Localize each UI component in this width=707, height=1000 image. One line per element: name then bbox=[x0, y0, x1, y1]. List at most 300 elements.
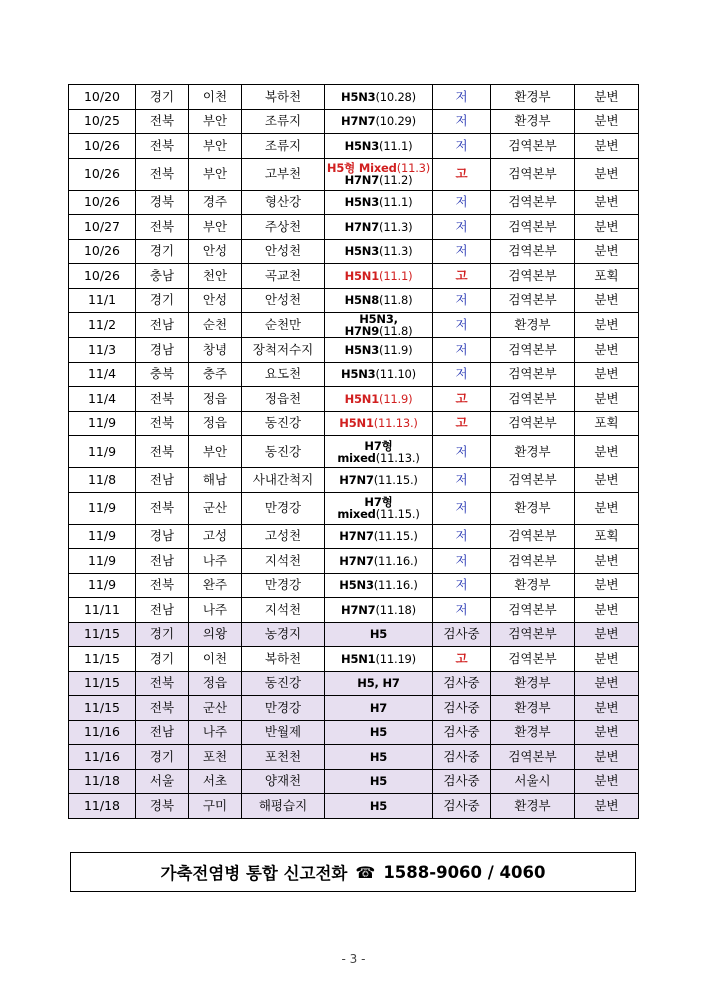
cell-subtype bbox=[325, 745, 433, 770]
cell-sample-type: 분변 bbox=[575, 109, 639, 134]
cell-pathogenicity: 검사중 bbox=[433, 794, 491, 819]
cell-sample-type: 분변 bbox=[575, 85, 639, 110]
cell-province: 전북 bbox=[136, 215, 189, 240]
cell-subtype bbox=[325, 720, 433, 745]
cell-agency: 검역본부 bbox=[491, 598, 575, 623]
table-row bbox=[69, 492, 639, 524]
cell-date: 11/9 bbox=[69, 549, 136, 574]
subtype-label: H5N3 bbox=[341, 89, 376, 104]
cell-sample-type: 분변 bbox=[575, 720, 639, 745]
cell-province: 경기 bbox=[136, 288, 189, 313]
cell-city: 순천 bbox=[189, 313, 242, 338]
cell-pathogenicity: 고 bbox=[433, 411, 491, 436]
cell-city: 군산 bbox=[189, 696, 242, 721]
cell-subtype bbox=[325, 85, 433, 110]
cell-sample-type: 분변 bbox=[575, 387, 639, 412]
cell-subtype bbox=[325, 288, 433, 313]
cell-agency: 검역본부 bbox=[491, 411, 575, 436]
subtype-line bbox=[325, 579, 432, 591]
subtype-date: (11.18) bbox=[375, 602, 416, 617]
cell-sample-type: 분변 bbox=[575, 190, 639, 215]
cell-pathogenicity: 저 bbox=[433, 468, 491, 493]
cell-date: 11/8 bbox=[69, 468, 136, 493]
cell-site: 농경지 bbox=[242, 622, 325, 647]
cell-site: 동진강 bbox=[242, 411, 325, 436]
cell-date: 11/9 bbox=[69, 436, 136, 468]
table-row bbox=[69, 362, 639, 387]
cell-date: 10/26 bbox=[69, 134, 136, 159]
subtype-date: (11.3) bbox=[396, 161, 431, 175]
cell-agency: 검역본부 bbox=[491, 215, 575, 240]
cell-city: 군산 bbox=[189, 492, 242, 524]
cell-subtype bbox=[325, 794, 433, 819]
cell-site: 안성천 bbox=[242, 239, 325, 264]
cell-city: 창녕 bbox=[189, 338, 242, 363]
table-row bbox=[69, 769, 639, 794]
cell-city: 정읍 bbox=[189, 387, 242, 412]
cell-subtype bbox=[325, 598, 433, 623]
cell-date: 11/9 bbox=[69, 524, 136, 549]
subtype-line bbox=[325, 368, 432, 380]
subtype-line bbox=[325, 270, 432, 282]
cell-province: 전남 bbox=[136, 468, 189, 493]
cell-subtype bbox=[325, 436, 433, 468]
cell-site: 조류지 bbox=[242, 109, 325, 134]
cell-province: 전북 bbox=[136, 134, 189, 159]
subtype-date: (11.3) bbox=[379, 244, 413, 259]
cell-pathogenicity: 검사중 bbox=[433, 720, 491, 745]
cell-site: 만경강 bbox=[242, 573, 325, 598]
cell-city: 부안 bbox=[189, 436, 242, 468]
subtype-line bbox=[325, 91, 432, 103]
subtype-date: (11.9) bbox=[379, 391, 413, 406]
page-number: - 3 - bbox=[341, 952, 366, 966]
cell-city: 부안 bbox=[189, 215, 242, 240]
cell-pathogenicity: 저 bbox=[433, 338, 491, 363]
table-row bbox=[69, 794, 639, 819]
cell-date: 10/26 bbox=[69, 264, 136, 289]
hotline-label: 가축전염병 통합 신고전화 bbox=[160, 864, 348, 883]
cell-province: 전남 bbox=[136, 549, 189, 574]
cell-site: 지석천 bbox=[242, 598, 325, 623]
subtype-line bbox=[325, 393, 432, 405]
cell-site: 만경강 bbox=[242, 696, 325, 721]
cell-pathogenicity: 저 bbox=[433, 549, 491, 574]
cell-agency: 검역본부 bbox=[491, 524, 575, 549]
subtype-date: (11.8) bbox=[379, 293, 413, 308]
subtype-label: H5N1 bbox=[344, 268, 380, 283]
cell-sample-type: 포획 bbox=[575, 524, 639, 549]
cell-agency: 환경부 bbox=[491, 671, 575, 696]
cell-subtype bbox=[325, 622, 433, 647]
cell-sample-type: 분변 bbox=[575, 622, 639, 647]
cell-agency: 검역본부 bbox=[491, 387, 575, 412]
cell-pathogenicity: 저 bbox=[433, 85, 491, 110]
cell-sample-type: 분변 bbox=[575, 338, 639, 363]
subtype-date: (11.13.) bbox=[373, 416, 418, 431]
cell-pathogenicity: 고 bbox=[433, 158, 491, 190]
subtype-label: H5N3 bbox=[344, 342, 380, 357]
cell-pathogenicity: 저 bbox=[433, 492, 491, 524]
cell-sample-type: 분변 bbox=[575, 134, 639, 159]
cell-pathogenicity: 검사중 bbox=[433, 671, 491, 696]
table-row bbox=[69, 745, 639, 770]
cell-site: 조류지 bbox=[242, 134, 325, 159]
cell-city: 정읍 bbox=[189, 411, 242, 436]
table-row bbox=[69, 411, 639, 436]
subtype-line bbox=[325, 115, 432, 127]
cell-city: 해남 bbox=[189, 468, 242, 493]
cell-site: 해평습지 bbox=[242, 794, 325, 819]
subtype-label: H7N7 bbox=[341, 602, 376, 617]
cell-agency: 환경부 bbox=[491, 85, 575, 110]
cell-subtype bbox=[325, 647, 433, 672]
cell-subtype bbox=[325, 492, 433, 524]
cell-province: 경북 bbox=[136, 794, 189, 819]
table-row bbox=[69, 468, 639, 493]
cell-subtype bbox=[325, 524, 433, 549]
cell-city: 경주 bbox=[189, 190, 242, 215]
table-row bbox=[69, 436, 639, 468]
cell-date: 11/4 bbox=[69, 387, 136, 412]
cell-pathogenicity: 검사중 bbox=[433, 622, 491, 647]
cell-agency: 검역본부 bbox=[491, 745, 575, 770]
cell-province: 전북 bbox=[136, 411, 189, 436]
subtype-label: H5 bbox=[369, 627, 388, 642]
cell-pathogenicity: 저 bbox=[433, 288, 491, 313]
cell-agency: 환경부 bbox=[491, 492, 575, 524]
cell-date: 11/9 bbox=[69, 573, 136, 598]
cell-sample-type: 분변 bbox=[575, 288, 639, 313]
subtype-label: H5N3 bbox=[341, 367, 376, 382]
subtype-label: H5N3 bbox=[344, 138, 380, 153]
subtype-line bbox=[325, 530, 432, 542]
cell-agency: 환경부 bbox=[491, 696, 575, 721]
subtype-line bbox=[325, 508, 432, 520]
cell-pathogenicity: 저 bbox=[433, 573, 491, 598]
cell-site: 곡교천 bbox=[242, 264, 325, 289]
cell-sample-type: 포획 bbox=[575, 264, 639, 289]
cell-subtype bbox=[325, 134, 433, 159]
cell-subtype bbox=[325, 264, 433, 289]
cell-date: 10/25 bbox=[69, 109, 136, 134]
cell-date: 11/9 bbox=[69, 492, 136, 524]
cell-sample-type: 분변 bbox=[575, 158, 639, 190]
cell-subtype bbox=[325, 239, 433, 264]
subtype-label: H7N7 bbox=[341, 114, 376, 129]
cell-province: 경기 bbox=[136, 622, 189, 647]
cell-site: 정읍천 bbox=[242, 387, 325, 412]
table-row bbox=[69, 313, 639, 338]
subtype-label: H5N1 bbox=[341, 651, 376, 666]
cell-subtype bbox=[325, 411, 433, 436]
subtype-label: H7형 bbox=[364, 438, 393, 453]
subtype-line bbox=[325, 726, 432, 738]
cell-date: 11/15 bbox=[69, 671, 136, 696]
cell-province: 전북 bbox=[136, 671, 189, 696]
cell-province: 충남 bbox=[136, 264, 189, 289]
cell-city: 나주 bbox=[189, 598, 242, 623]
subtype-label: H5형 Mixed bbox=[326, 161, 397, 175]
cell-city: 부안 bbox=[189, 109, 242, 134]
cell-province: 전남 bbox=[136, 720, 189, 745]
cell-city: 부안 bbox=[189, 158, 242, 190]
cell-sample-type: 분변 bbox=[575, 239, 639, 264]
cell-site: 형산강 bbox=[242, 190, 325, 215]
cell-site: 포천천 bbox=[242, 745, 325, 770]
cell-agency: 검역본부 bbox=[491, 622, 575, 647]
cell-pathogenicity: 저 bbox=[433, 436, 491, 468]
cell-province: 전북 bbox=[136, 573, 189, 598]
cell-agency: 검역본부 bbox=[491, 549, 575, 574]
subtype-line bbox=[325, 344, 432, 356]
cell-site: 복하천 bbox=[242, 647, 325, 672]
cell-sample-type: 분변 bbox=[575, 745, 639, 770]
subtype-date: (11.8) bbox=[379, 324, 413, 338]
table-row bbox=[69, 573, 639, 598]
subtype-line bbox=[325, 653, 432, 665]
cell-province: 경기 bbox=[136, 647, 189, 672]
table-row bbox=[69, 720, 639, 745]
subtype-line bbox=[325, 174, 432, 186]
cell-subtype bbox=[325, 338, 433, 363]
subtype-label: H7N7 bbox=[344, 173, 380, 187]
cell-province: 경남 bbox=[136, 524, 189, 549]
subtype-date: (11.10) bbox=[375, 367, 416, 382]
cell-subtype bbox=[325, 671, 433, 696]
table-row bbox=[69, 647, 639, 672]
cell-date: 10/26 bbox=[69, 239, 136, 264]
cell-province: 충북 bbox=[136, 362, 189, 387]
subtype-label: H5 bbox=[369, 774, 388, 789]
cell-subtype bbox=[325, 769, 433, 794]
subtype-line bbox=[325, 702, 432, 714]
cell-site: 지석천 bbox=[242, 549, 325, 574]
subtype-date: (11.3) bbox=[379, 219, 413, 234]
cell-sample-type: 분변 bbox=[575, 696, 639, 721]
cell-city: 정읍 bbox=[189, 671, 242, 696]
hotline-box bbox=[70, 852, 636, 892]
subtype-line bbox=[325, 604, 432, 616]
cell-agency: 검역본부 bbox=[491, 362, 575, 387]
cell-site: 동진강 bbox=[242, 436, 325, 468]
cell-subtype bbox=[325, 362, 433, 387]
cell-site: 양재천 bbox=[242, 769, 325, 794]
cell-pathogenicity: 저 bbox=[433, 109, 491, 134]
cell-site: 주상천 bbox=[242, 215, 325, 240]
cell-pathogenicity: 저 bbox=[433, 215, 491, 240]
cell-site: 요도천 bbox=[242, 362, 325, 387]
cell-pathogenicity: 저 bbox=[433, 598, 491, 623]
subtype-date: (11.16.) bbox=[373, 553, 418, 568]
cell-date: 10/20 bbox=[69, 85, 136, 110]
cell-province: 서울 bbox=[136, 769, 189, 794]
cell-sample-type: 분변 bbox=[575, 313, 639, 338]
cell-date: 10/26 bbox=[69, 190, 136, 215]
cell-agency: 검역본부 bbox=[491, 468, 575, 493]
cell-agency: 검역본부 bbox=[491, 134, 575, 159]
subtype-label: H7N7 bbox=[339, 529, 374, 544]
cell-pathogenicity: 검사중 bbox=[433, 696, 491, 721]
cell-date: 11/3 bbox=[69, 338, 136, 363]
phone-icon: ☎ bbox=[355, 862, 376, 882]
cell-agency: 검역본부 bbox=[491, 338, 575, 363]
cell-date: 11/18 bbox=[69, 769, 136, 794]
cell-province: 전북 bbox=[136, 109, 189, 134]
cell-sample-type: 분변 bbox=[575, 671, 639, 696]
table-row bbox=[69, 524, 639, 549]
cell-pathogenicity: 검사중 bbox=[433, 745, 491, 770]
cell-date: 11/15 bbox=[69, 696, 136, 721]
surveillance-table bbox=[68, 84, 639, 819]
table-row bbox=[69, 288, 639, 313]
table-row bbox=[69, 387, 639, 412]
cell-city: 충주 bbox=[189, 362, 242, 387]
subtype-label: H5 bbox=[369, 749, 388, 764]
cell-date: 11/11 bbox=[69, 598, 136, 623]
cell-date: 11/1 bbox=[69, 288, 136, 313]
cell-city: 의왕 bbox=[189, 622, 242, 647]
cell-city: 구미 bbox=[189, 794, 242, 819]
subtype-date: (11.1) bbox=[379, 138, 413, 153]
cell-pathogenicity: 저 bbox=[433, 239, 491, 264]
cell-site: 동진강 bbox=[242, 671, 325, 696]
subtype-label: H7형 bbox=[364, 495, 393, 509]
cell-agency: 서울시 bbox=[491, 769, 575, 794]
cell-province: 경남 bbox=[136, 338, 189, 363]
cell-sample-type: 분변 bbox=[575, 468, 639, 493]
cell-agency: 환경부 bbox=[491, 794, 575, 819]
cell-sample-type: 분변 bbox=[575, 769, 639, 794]
cell-sample-type: 분변 bbox=[575, 215, 639, 240]
subtype-label: H5N3 bbox=[344, 195, 380, 210]
cell-pathogenicity: 고 bbox=[433, 647, 491, 672]
cell-subtype bbox=[325, 549, 433, 574]
cell-subtype bbox=[325, 696, 433, 721]
subtype-label: mixed bbox=[337, 450, 376, 465]
cell-sample-type: 분변 bbox=[575, 573, 639, 598]
cell-city: 안성 bbox=[189, 239, 242, 264]
cell-agency: 검역본부 bbox=[491, 647, 575, 672]
cell-date: 11/16 bbox=[69, 745, 136, 770]
cell-province: 전북 bbox=[136, 158, 189, 190]
cell-agency: 검역본부 bbox=[491, 288, 575, 313]
subtype-label: H5, H7 bbox=[357, 676, 400, 691]
table-row bbox=[69, 85, 639, 110]
hotline-numbers: 1588-9060 / 4060 bbox=[383, 862, 546, 882]
cell-agency: 환경부 bbox=[491, 436, 575, 468]
cell-city: 이천 bbox=[189, 647, 242, 672]
cell-agency: 검역본부 bbox=[491, 264, 575, 289]
subtype-label: H5N1 bbox=[339, 416, 374, 431]
table-row bbox=[69, 190, 639, 215]
cell-province: 경기 bbox=[136, 745, 189, 770]
cell-pathogenicity: 저 bbox=[433, 362, 491, 387]
cell-province: 전북 bbox=[136, 492, 189, 524]
cell-agency: 검역본부 bbox=[491, 158, 575, 190]
subtype-date: (11.2) bbox=[379, 173, 413, 187]
cell-province: 전북 bbox=[136, 436, 189, 468]
subtype-line bbox=[325, 628, 432, 640]
cell-site: 고부천 bbox=[242, 158, 325, 190]
subtype-label: H5N3 bbox=[344, 244, 380, 259]
table-row bbox=[69, 549, 639, 574]
cell-site: 복하천 bbox=[242, 85, 325, 110]
subtype-date: (11.1) bbox=[379, 195, 413, 210]
cell-agency: 환경부 bbox=[491, 573, 575, 598]
cell-province: 경기 bbox=[136, 85, 189, 110]
table-body bbox=[69, 85, 639, 819]
subtype-date: (11.15.) bbox=[373, 472, 418, 487]
table-row bbox=[69, 239, 639, 264]
subtype-date: (11.9) bbox=[379, 342, 413, 357]
cell-agency: 검역본부 bbox=[491, 239, 575, 264]
cell-pathogenicity: 저 bbox=[433, 190, 491, 215]
subtype-line bbox=[325, 474, 432, 486]
cell-site: 안성천 bbox=[242, 288, 325, 313]
table-row bbox=[69, 622, 639, 647]
subtype-date: (11.15.) bbox=[375, 507, 420, 521]
subtype-line bbox=[325, 221, 432, 233]
cell-sample-type: 분변 bbox=[575, 436, 639, 468]
cell-sample-type: 분변 bbox=[575, 492, 639, 524]
table-row bbox=[69, 696, 639, 721]
cell-agency: 검역본부 bbox=[491, 190, 575, 215]
cell-subtype bbox=[325, 109, 433, 134]
cell-pathogenicity: 검사중 bbox=[433, 769, 491, 794]
subtype-line bbox=[325, 294, 432, 306]
table-row bbox=[69, 158, 639, 190]
subtype-line bbox=[325, 245, 432, 257]
cell-province: 경기 bbox=[136, 239, 189, 264]
cell-city: 이천 bbox=[189, 85, 242, 110]
table-row bbox=[69, 134, 639, 159]
cell-pathogenicity: 저 bbox=[433, 134, 491, 159]
subtype-date: (11.15.) bbox=[373, 529, 418, 544]
subtype-label: H5N8 bbox=[344, 293, 380, 308]
cell-city: 안성 bbox=[189, 288, 242, 313]
cell-city: 서초 bbox=[189, 769, 242, 794]
cell-pathogenicity: 고 bbox=[433, 264, 491, 289]
cell-sample-type: 포획 bbox=[575, 411, 639, 436]
cell-site: 장척저수지 bbox=[242, 338, 325, 363]
cell-site: 순천만 bbox=[242, 313, 325, 338]
subtype-date: (10.28) bbox=[375, 89, 416, 104]
subtype-label: H7N7 bbox=[339, 472, 374, 487]
cell-city: 부안 bbox=[189, 134, 242, 159]
cell-date: 11/18 bbox=[69, 794, 136, 819]
cell-city: 포천 bbox=[189, 745, 242, 770]
cell-site: 고성천 bbox=[242, 524, 325, 549]
table-row bbox=[69, 598, 639, 623]
subtype-line bbox=[325, 800, 432, 812]
subtype-line bbox=[325, 196, 432, 208]
subtype-label: H7 bbox=[369, 700, 388, 715]
cell-agency: 환경부 bbox=[491, 109, 575, 134]
subtype-date: (10.29) bbox=[375, 114, 416, 129]
cell-sample-type: 분변 bbox=[575, 598, 639, 623]
cell-agency: 환경부 bbox=[491, 720, 575, 745]
cell-sample-type: 분변 bbox=[575, 794, 639, 819]
subtype-label: H7N7 bbox=[339, 553, 374, 568]
cell-date: 11/15 bbox=[69, 622, 136, 647]
subtype-line bbox=[325, 555, 432, 567]
table-row bbox=[69, 671, 639, 696]
cell-subtype bbox=[325, 215, 433, 240]
cell-sample-type: 분변 bbox=[575, 549, 639, 574]
cell-date: 11/16 bbox=[69, 720, 136, 745]
cell-sample-type: 분변 bbox=[575, 647, 639, 672]
